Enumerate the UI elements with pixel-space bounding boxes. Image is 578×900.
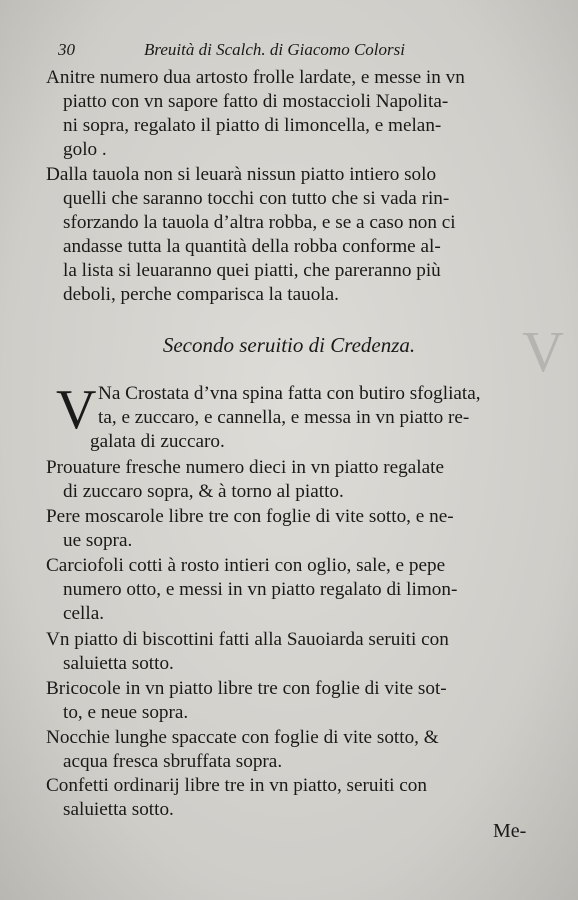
show-through-letter: V xyxy=(522,319,564,384)
drop-cap: V xyxy=(56,379,97,441)
text-line: saluietta sotto. xyxy=(63,799,174,820)
text-line: andasse tutta la quantità della robba conforme al- xyxy=(63,236,441,257)
text-line: Anitre numero dua artosto frolle lardate, e messe in vn xyxy=(46,67,465,88)
text-line: Na Crostata d’vna spina fatta con butiro sfogliata, xyxy=(98,383,481,404)
paragraph-prouature xyxy=(46,456,566,504)
text-line: golo . xyxy=(63,139,107,160)
text-line: Dalla tauola non si leuarà nissun piatto intiero solo xyxy=(46,164,437,185)
text-line: Carciofoli cotti à rosto intieri con oglio, sale, e pepe xyxy=(46,555,446,576)
text-line: galata di zuccaro. xyxy=(90,431,225,452)
text-line: Prouature fresche numero dieci in vn piatto regalate xyxy=(46,457,444,478)
text-line: di zuccaro sopra, & à torno al piatto. xyxy=(63,481,344,502)
catchword: Me- xyxy=(493,820,527,842)
running-header xyxy=(58,40,528,64)
text-line: quelli che saranno tocchi con tutto che si vada rin- xyxy=(63,188,450,209)
page-number: 30 xyxy=(58,40,75,59)
paragraph-dalla-tauola xyxy=(46,163,566,307)
text-line: Bricocole in vn piatto libre tre con foglie di vite sot- xyxy=(46,678,447,699)
text-line: sforzando la tauola d’altra robba, e se a caso non ci xyxy=(63,212,456,233)
text-line: piatto con vn sapore fatto di mostaccioli Napolita- xyxy=(63,91,449,112)
text-line: Vn piatto di biscottini fatti alla Sauoiarda seruiti con xyxy=(46,629,449,650)
text-line: ue sopra. xyxy=(63,530,133,551)
text-line: cella. xyxy=(63,603,105,624)
text-line: saluietta sotto. xyxy=(63,653,174,674)
paragraph-carciofoli xyxy=(46,554,566,626)
paragraph-bricocole xyxy=(46,677,566,725)
paragraph-crostata-end xyxy=(90,430,578,454)
paragraph-confetti xyxy=(46,774,566,822)
paragraph-nocchie xyxy=(46,726,566,774)
running-title: Breuità di Scalch. di Giacomo Colorsi xyxy=(144,40,405,59)
text-line: Pere moscarole libre tre con foglie di vite sotto, e ne- xyxy=(46,506,454,527)
text-line: ni sopra, regalato il piatto di limoncella, e melan- xyxy=(63,115,442,136)
paragraph-crostata xyxy=(98,382,568,430)
text-line: Nocchie lunghe spaccate con foglie di vite sotto, & xyxy=(46,727,439,748)
text-line: to, e neue sopra. xyxy=(63,702,189,723)
text-line: numero otto, e messi in vn piatto regalato di limon- xyxy=(63,579,458,600)
paragraph-biscottini xyxy=(46,628,566,676)
section-title: Secondo seruitio di Credenza. xyxy=(162,333,416,357)
text-line: ta, e zuccaro, e cannella, e messa in vn piatto re- xyxy=(98,407,470,428)
text-line: acqua fresca sbruffata sopra. xyxy=(63,751,283,772)
text-line: la lista si leuaranno quei piatti, che pareranno più xyxy=(63,260,441,281)
text-line: Confetti ordinarij libre tre in vn piatto, seruiti con xyxy=(46,775,427,796)
paragraph-anitre xyxy=(46,66,566,162)
paragraph-pere xyxy=(46,505,566,553)
text-line: deboli, perche comparisca la tauola. xyxy=(63,284,339,305)
